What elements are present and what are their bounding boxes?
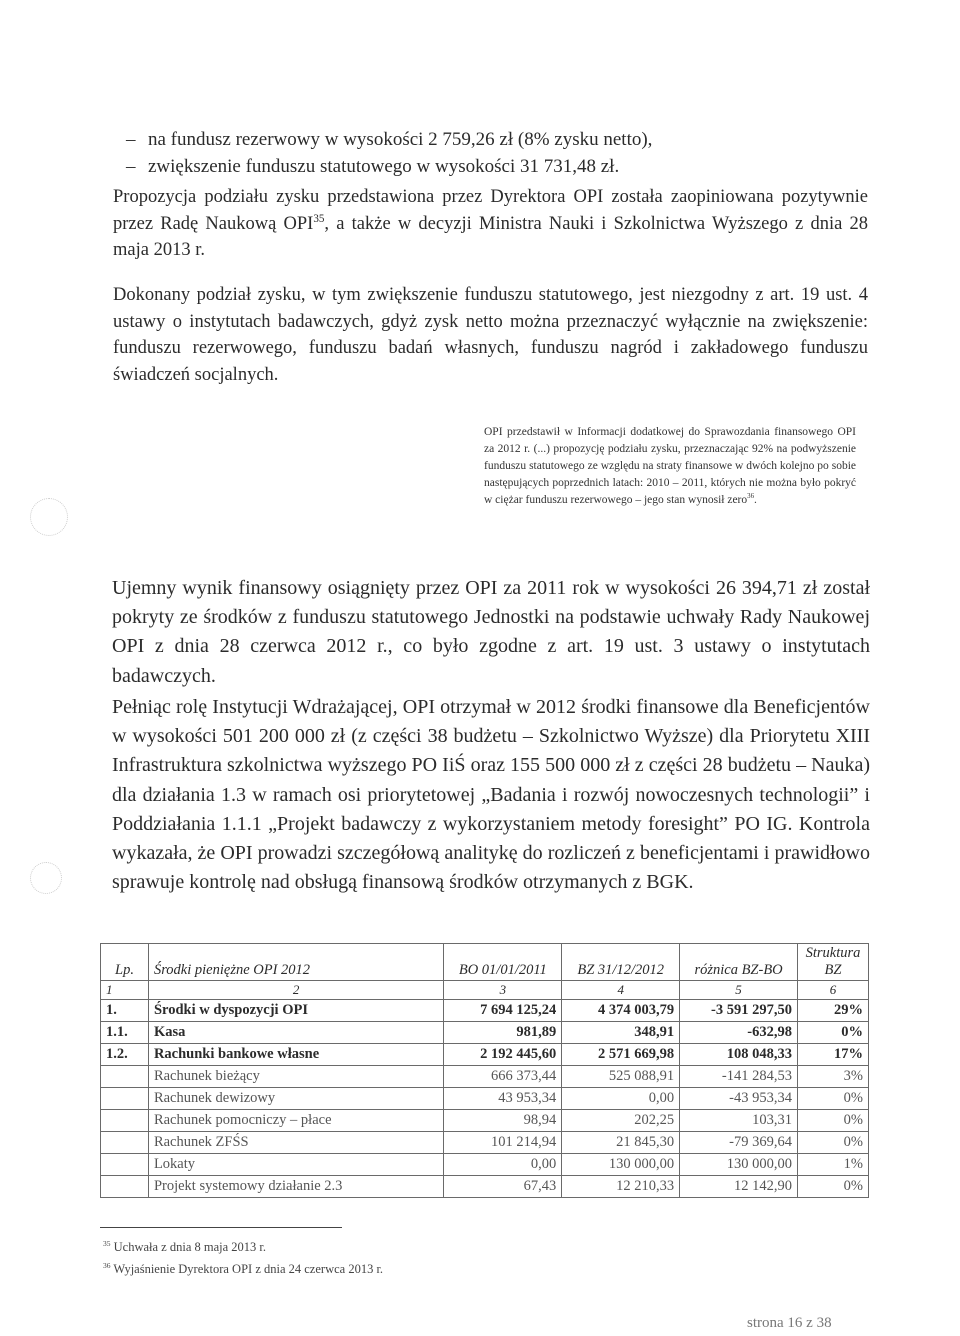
table-cell-lp bbox=[101, 1176, 149, 1198]
table-cell-name: Rachunek dewizowy bbox=[148, 1088, 443, 1110]
table-cell-name: Rachunki bankowe własne bbox=[148, 1044, 443, 1066]
table-cell-lp bbox=[101, 1088, 149, 1110]
table-cell-bo: 7 694 125,24 bbox=[444, 1000, 562, 1022]
table-cell-bz: 130 000,00 bbox=[562, 1154, 680, 1176]
table-cell-diff: 103,31 bbox=[680, 1110, 798, 1132]
paragraph-implementing-institution: Pełniąc rolę Instytucji Wdrażającej, OPI otrzymał w 2012 środki finansowe dla Beneficjentów w wysokości 501 200 000 zł (z części 38 budżetu – Szkolnictwo Wyższe) dla Priorytetu XIII Infrastruktura szkolnictwa wyższego PO IiŚ oraz 155 500 000 zł z części 28 budżetu – Nauka) dla działania 1.3 w ramach osi priorytetowej „Badania i rozwój nowoczesnych technologii” i Poddziałania 1.1.1 „Projekt badawczy z wykorzystaniem metody foresight” PO IG. Kontrola wykazała, że OPI prowadzi szczegółową analitykę do rozliczeń z beneficjentami i prawidłowo sprawuje kontrolę nad obsługą finansową środków otrzymanych z BGK. bbox=[112, 696, 870, 894]
table-cell-diff: -43 953,34 bbox=[680, 1088, 798, 1110]
table-cell-name: Rachunek pomocniczy – płace bbox=[148, 1110, 443, 1132]
table-row bbox=[101, 1154, 869, 1176]
paragraph-proposal: Propozycja podziału zysku przedstawiona przez Dyrektora OPI została zaopiniowana pozytywnie przez Radę Naukową OPI$^{35}$, a także w decyzji Ministra Nauki i Szkolnictwa Wyższego z dnia 28 maja 2013 r. bbox=[113, 187, 868, 260]
table-cell-name: Środki w dyspozycji OPI bbox=[148, 1000, 443, 1022]
table-row bbox=[101, 1088, 869, 1110]
table-cell-bo: 2 192 445,60 bbox=[444, 1044, 562, 1066]
table-cell-lp: 1. bbox=[101, 1000, 149, 1022]
table-cell-bo: 43 953,34 bbox=[444, 1088, 562, 1110]
table-cell-lp: 1.1. bbox=[101, 1022, 149, 1044]
paragraph-loss: Ujemny wynik finansowy osiągnięty przez OPI za 2011 rok w wysokości 26 394,71 zł został pokryty ze środków z funduszu statutowego Jednostki na podstawie uchwały Rady Naukowej OPI z dnia 28 czerwca 2012 r., co było zgodne z art. 19 ust. 3 ustawy o instytutach badawczych. bbox=[112, 577, 870, 687]
table-cell-name: Lokaty bbox=[148, 1154, 443, 1176]
table-header-row bbox=[101, 944, 869, 981]
table-cell-bz: 0,00 bbox=[562, 1088, 680, 1110]
col-header: BZ 31/12/2012 bbox=[562, 944, 680, 981]
table-cell-diff: 108 048,33 bbox=[680, 1044, 798, 1066]
table-cell-diff: 12 142,90 bbox=[680, 1176, 798, 1198]
table-cell-lp bbox=[101, 1110, 149, 1132]
table-cell-str: 17% bbox=[797, 1044, 868, 1066]
table-cell-lp bbox=[101, 1066, 149, 1088]
col-header: BO 01/01/2011 bbox=[444, 944, 562, 981]
cash-table bbox=[100, 943, 869, 1198]
table-cell-bz: 348,91 bbox=[562, 1022, 680, 1044]
table-cell-bz: 525 088,91 bbox=[562, 1066, 680, 1088]
table-cell-name: Kasa bbox=[148, 1022, 443, 1044]
col-header: różnica BZ-BO bbox=[680, 944, 798, 981]
scan-artifact bbox=[30, 498, 68, 536]
page-number: strona 16 z 38 bbox=[747, 1315, 832, 1331]
table-cell-bz: 21 845,30 bbox=[562, 1132, 680, 1154]
table-cell-name: Rachunek bieżący bbox=[148, 1066, 443, 1088]
footnote-divider bbox=[100, 1227, 342, 1228]
table-cell-str: 1% bbox=[797, 1154, 868, 1176]
footnote: $^{35}$ Uchwała z dnia 8 maja 2013 r. bbox=[103, 1238, 267, 1254]
table-row bbox=[101, 1176, 869, 1198]
table-cell-str: 29% bbox=[797, 1000, 868, 1022]
table-row bbox=[101, 1132, 869, 1154]
table-cell-bo: 67,43 bbox=[444, 1176, 562, 1198]
table-row bbox=[101, 1022, 869, 1044]
table-cell-str: 0% bbox=[797, 1110, 868, 1132]
table-index-row: 1 2 3 4 5 6 bbox=[101, 981, 869, 1000]
table-cell-diff: -141 284,53 bbox=[680, 1066, 798, 1088]
table-cell-bo: 98,94 bbox=[444, 1110, 562, 1132]
col-header: Lp. bbox=[101, 944, 149, 981]
table-row bbox=[101, 1000, 869, 1022]
table-cell-bo: 0,00 bbox=[444, 1154, 562, 1176]
table-cell-lp: 1.2. bbox=[101, 1044, 149, 1066]
quote-block: OPI przedstawił w Informacji dodatkowej do Sprawozdania finansowego OPI za 2012 r. (...) propozycję podziału zysku, przeznaczając 92% na podwyższenie funduszu statutowego ze względu na straty finansowe w dwóch kolejno po sobie następujących poprzednich latach: 2010 – 2011, których nie można było pokryć w ciężar funduszu rezerwowego – jego stan wynosił zero$^{36}$. bbox=[484, 426, 856, 506]
table-cell-bz: 2 571 669,98 bbox=[562, 1044, 680, 1066]
table-row bbox=[101, 1044, 869, 1066]
paragraph-finding: Dokonany podział zysku, w tym zwiększenie funduszu statutowego, jest niezgodny z art. 19 ust. 4 ustawy o instytutach badawczych, gdyż zysk netto można przeznaczyć wyłącznie na zwiększenie: funduszu rezerwowego, funduszu badań własnych, funduszu nagród i zakładowego funduszu świadczeń socjalnych. bbox=[113, 285, 868, 385]
table-cell-str: 0% bbox=[797, 1132, 868, 1154]
table-cell-bz: 202,25 bbox=[562, 1110, 680, 1132]
table-cell-str: 0% bbox=[797, 1176, 868, 1198]
table-cell-diff: 130 000,00 bbox=[680, 1154, 798, 1176]
table-cell-lp bbox=[101, 1132, 149, 1154]
table-cell-bo: 981,89 bbox=[444, 1022, 562, 1044]
table-cell-bz: 12 210,33 bbox=[562, 1176, 680, 1198]
footnote-ref: 36 bbox=[747, 493, 755, 501]
table-cell-diff: -79 369,64 bbox=[680, 1132, 798, 1154]
table-cell-str: 3% bbox=[797, 1066, 868, 1088]
col-header: Struktura BZ bbox=[797, 944, 868, 981]
table-cell-lp bbox=[101, 1154, 149, 1176]
scan-artifact bbox=[30, 862, 62, 894]
table-row bbox=[101, 1110, 869, 1132]
table-row bbox=[101, 1066, 869, 1088]
table-cell-bz: 4 374 003,79 bbox=[562, 1000, 680, 1022]
table-cell-str: 0% bbox=[797, 1022, 868, 1044]
table-cell-name: Projekt systemowy działanie 2.3 bbox=[148, 1176, 443, 1198]
footnote: $^{36}$ Wyjaśnienie Dyrektora OPI z dnia 24 czerwca 2013 r. bbox=[103, 1260, 384, 1276]
col-header: Środki pieniężne OPI 2012 bbox=[148, 944, 443, 981]
table-cell-name: Rachunek ZFŚS bbox=[148, 1132, 443, 1154]
table-cell-diff: -632,98 bbox=[680, 1022, 798, 1044]
table-cell-bo: 666 373,44 bbox=[444, 1066, 562, 1088]
bullet-list bbox=[126, 126, 652, 180]
table-cell-bo: 101 214,94 bbox=[444, 1132, 562, 1154]
table-cell-diff: -3 591 297,50 bbox=[680, 1000, 798, 1022]
list-item: – zwiększenie funduszu statutowego w wysokości 31 731,48 zł. bbox=[126, 156, 620, 177]
list-item: – na fundusz rezerwowy w wysokości 2 759,26 zł (8% zysku netto), bbox=[126, 129, 653, 150]
table-cell-str: 0% bbox=[797, 1088, 868, 1110]
footnote-ref: 35 bbox=[313, 212, 325, 225]
